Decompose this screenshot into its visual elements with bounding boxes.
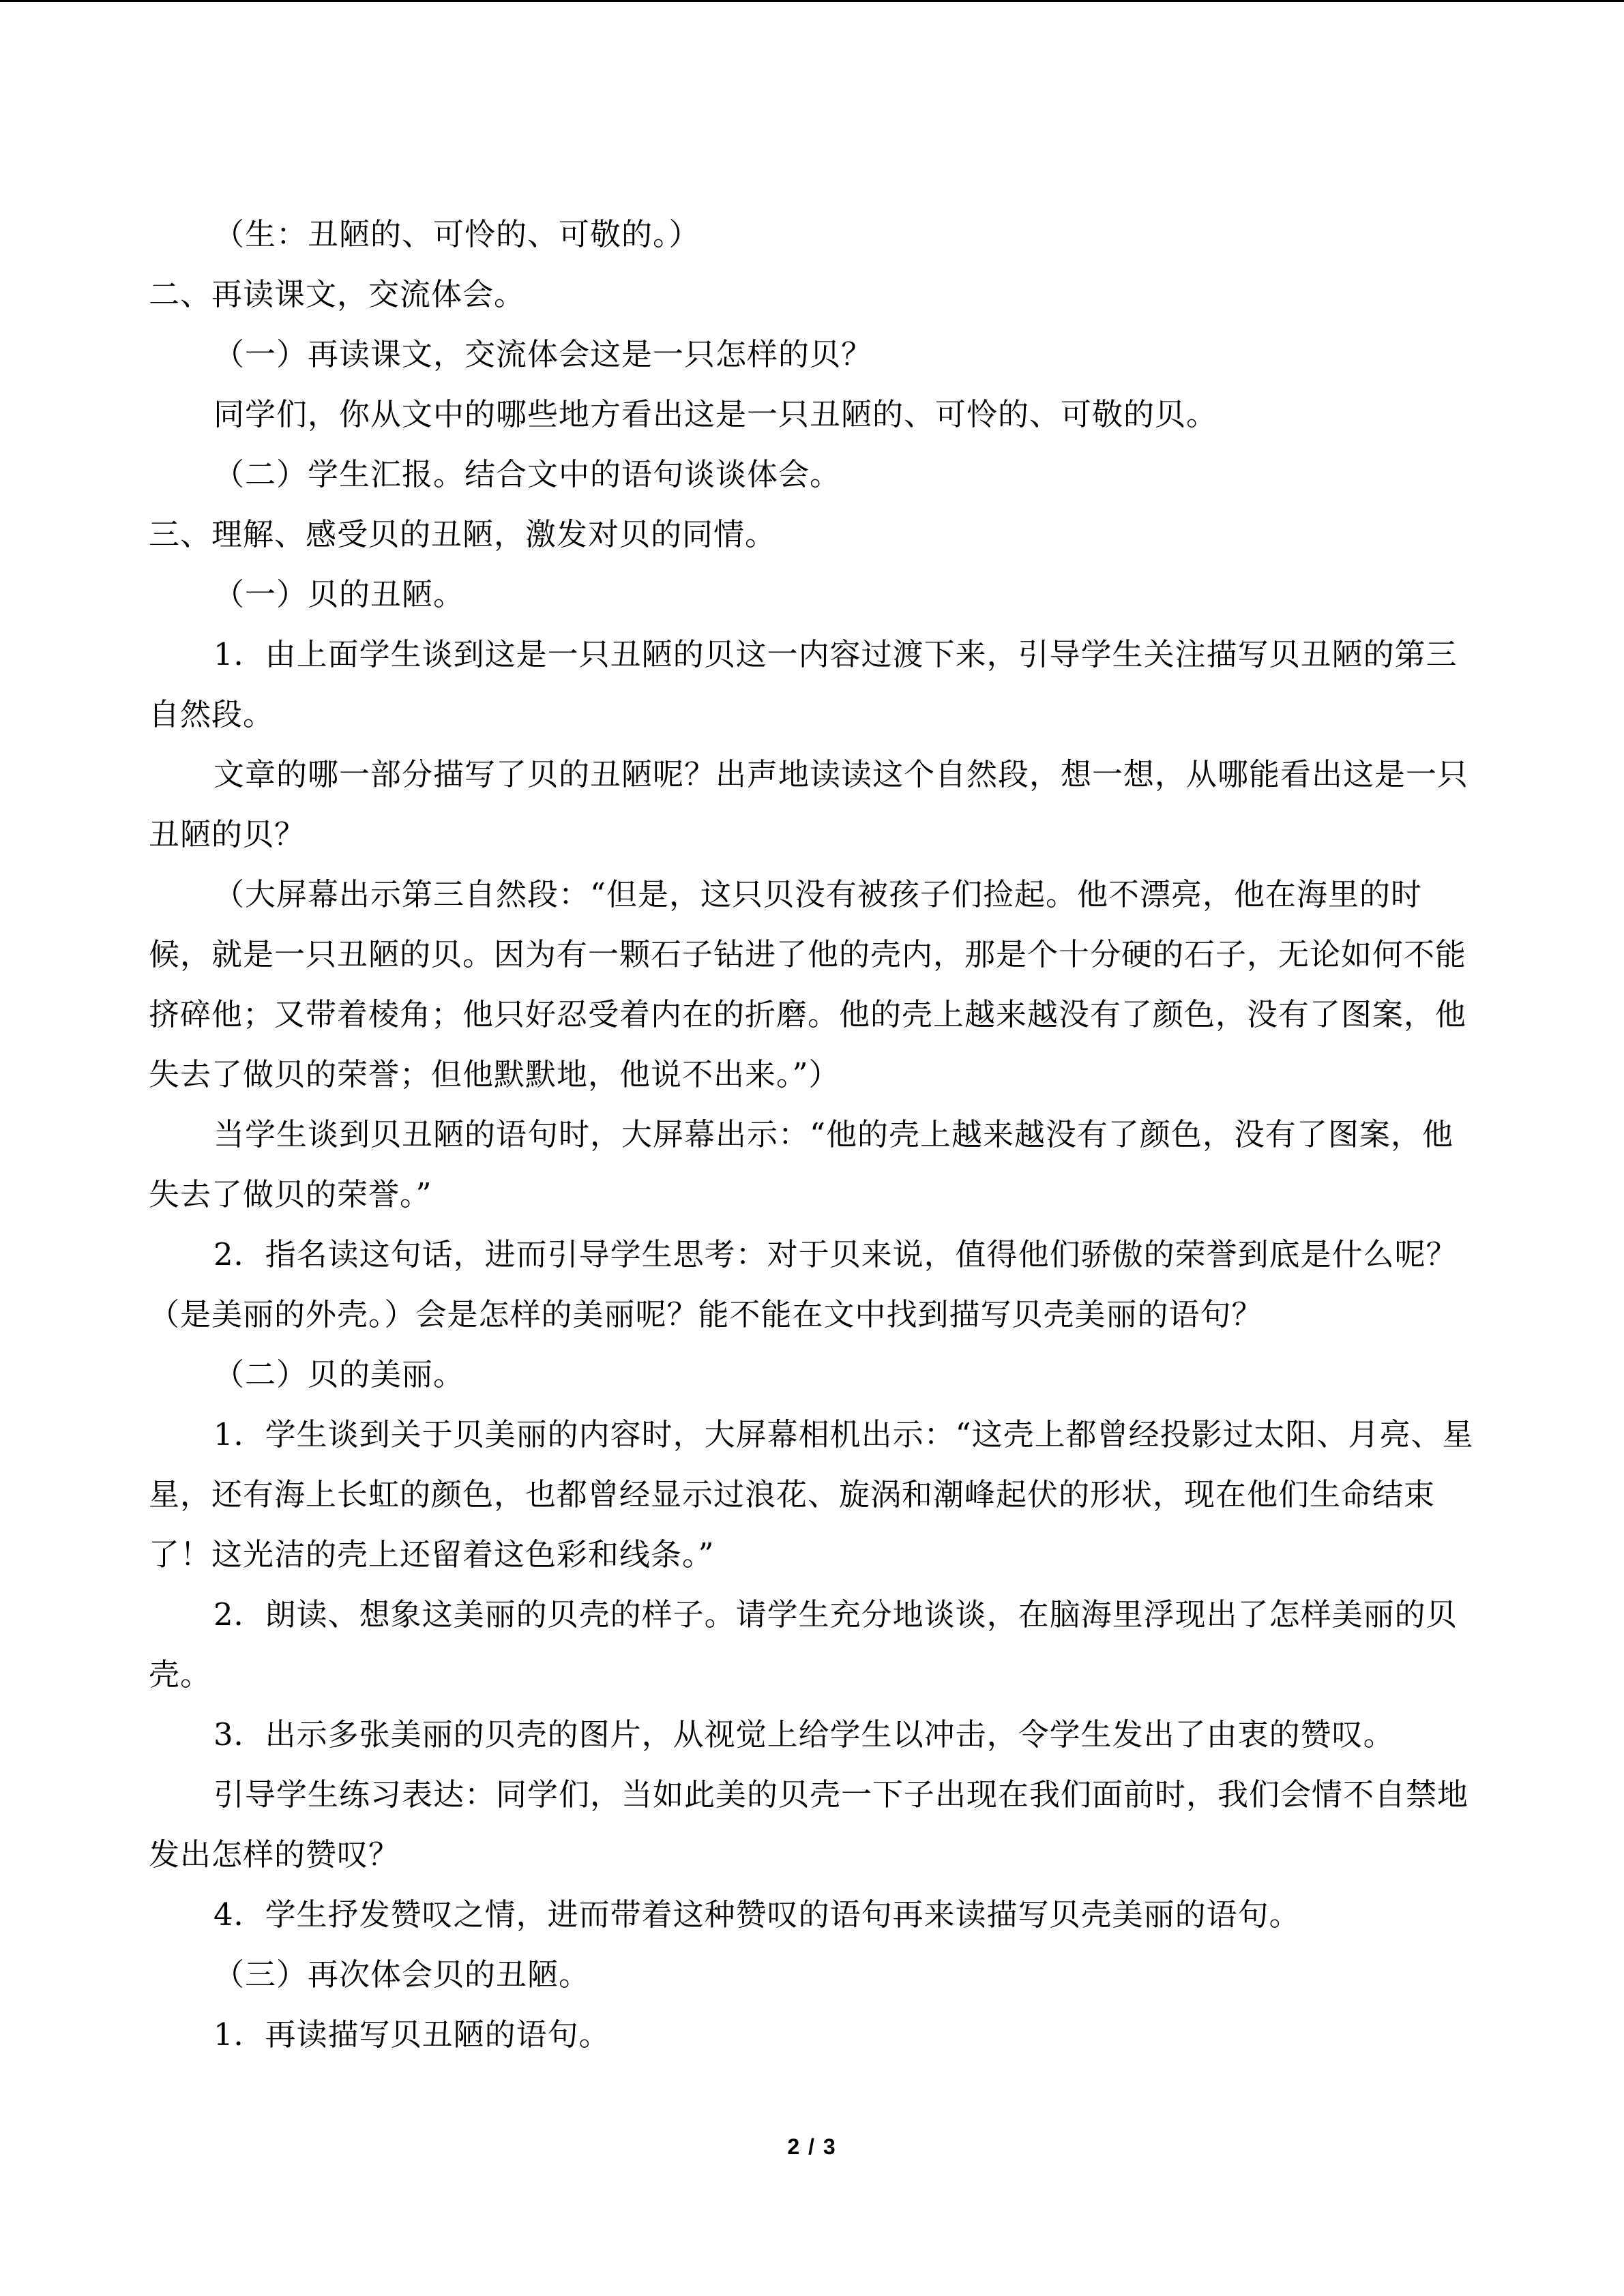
paragraph: 1．再读描写贝丑陋的语句。	[213, 2016, 610, 2053]
paragraph: 1．由上面学生谈到这是一只丑陋的贝这一内容过渡下来，引导学生关注描写贝丑陋的第三自然段。	[149, 636, 1458, 732]
page-number: 2 / 3	[787, 2134, 837, 2159]
paragraph: 3．出示多张美丽的贝壳的图片，从视觉上给学生以冲击，令学生发出了由衷的赞叹。	[213, 1716, 1395, 1753]
paragraph: （二）贝的美丽。	[213, 1356, 465, 1392]
paragraph: （一）再读课文，交流体会这是一只怎样的贝？	[213, 336, 873, 372]
paragraph: 引导学生练习表达：同学们，当如此美的贝壳一下子出现在我们面前时，我们会情不自禁地发出怎样的赞叹？	[149, 1776, 1469, 1873]
paragraph: （大屏幕出示第三自然段：“但是，这只贝没有被孩子们捡起。他不漂亮，他在海里的时候，就是一只丑陋的贝。因为有一颗石子钻进了他的壳内，那是个十分硬的石子，无论如何不能挤碎他；又带着棱角；他只好忍受着内在的折磨。他的壳上越来越没有了颜色，没有了图案，他失去了做贝的荣誉；但他默默地，他说不出来。”）	[149, 876, 1467, 1092]
top-border-line	[0, 0, 1624, 2]
paragraph: （二）学生汇报。结合文中的语句谈谈体会。	[213, 456, 842, 492]
section-heading: 二、再读课文，交流体会。	[149, 276, 526, 312]
document-body	[149, 205, 1479, 2065]
paragraph: （三）再次体会贝的丑陋。	[213, 1956, 591, 1993]
paragraph: （一）贝的丑陋。	[213, 576, 465, 612]
paragraph: 2．朗读、想象这美丽的贝壳的样子。请学生充分地谈谈，在脑海里浮现出了怎样美丽的贝壳。	[149, 1596, 1458, 1693]
section-heading: 三、理解、感受贝的丑陋，激发对贝的同情。	[149, 516, 777, 552]
paragraph: 4．学生抒发赞叹之情，进而带着这种赞叹的语句再来读描写贝壳美丽的语句。	[213, 1896, 1301, 1933]
paragraph: 1．学生谈到关于贝美丽的内容时，大屏幕相机出示：“这壳上都曾经投影过太阳、月亮、星星，还有海上长虹的颜色，也都曾经显示过浪花、旋涡和潮峰起伏的形状，现在他们生命结束了！这光洁的壳上还留着这色彩和线条。”	[149, 1416, 1474, 1572]
paragraph: （生：丑陋的、可怜的、可敬的。）	[213, 216, 700, 252]
paragraph: 文章的哪一部分描写了贝的丑陋呢？出声地读读这个自然段，想一想，从哪能看出这是一只丑陋的贝？	[149, 756, 1469, 852]
paragraph: 当学生谈到贝丑陋的语句时，大屏幕出示：“他的壳上越来越没有了颜色，没有了图案，他失去了做贝的荣誉。”	[149, 1116, 1454, 1212]
paragraph: 2．指名读这句话，进而引导学生思考：对于贝来说，值得他们骄傲的荣誉到底是什么呢？（是美丽的外壳。）会是怎样的美丽呢？能不能在文中找到描写贝壳美丽的语句？	[149, 1236, 1458, 1332]
paragraph: 同学们，你从文中的哪些地方看出这是一只丑陋的、可怜的、可敬的贝。	[213, 396, 1218, 432]
